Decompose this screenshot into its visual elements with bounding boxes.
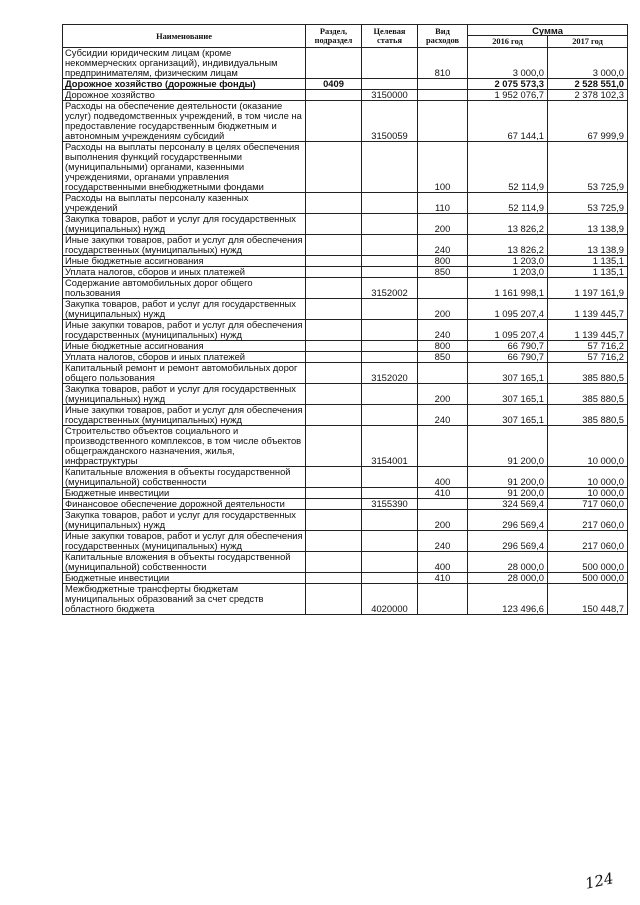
row-name: Иные закупки товаров, работ и услуг для обеспечения государственных (муниципальных) нужд <box>63 531 306 552</box>
row-sum-2017: 57 716,2 <box>548 352 628 363</box>
row-kind <box>418 101 468 142</box>
table-row <box>63 405 628 426</box>
row-sum-2017: 67 999,9 <box>548 101 628 142</box>
row-name: Закупка товаров, работ и услуг для государственных (муниципальных) нужд <box>63 510 306 531</box>
row-sum-2016: 28 000,0 <box>468 573 548 584</box>
table-row <box>63 499 628 510</box>
row-sum-2016: 1 095 207,4 <box>468 320 548 341</box>
row-section <box>306 552 362 573</box>
row-name: Межбюджетные трансферты бюджетам муниципальных образований за счет средств областного бюджета <box>63 584 306 615</box>
row-section <box>306 341 362 352</box>
row-section <box>306 405 362 426</box>
row-name: Иные закупки товаров, работ и услуг для обеспечения государственных (муниципальных) нужд <box>63 320 306 341</box>
table-row <box>63 531 628 552</box>
row-article <box>362 510 418 531</box>
row-article <box>362 214 418 235</box>
header-year-2017: 2017 год <box>548 36 628 48</box>
row-name: Содержание автомобильных дорог общего пользования <box>63 278 306 299</box>
row-name: Иные закупки товаров, работ и услуг для обеспечения государственных (муниципальных) нужд <box>63 405 306 426</box>
row-article <box>362 341 418 352</box>
row-sum-2016: 91 200,0 <box>468 467 548 488</box>
row-sum-2016: 2 075 573,3 <box>468 79 548 90</box>
row-kind: 240 <box>418 531 468 552</box>
row-article <box>362 48 418 79</box>
budget-sheet <box>62 24 627 615</box>
row-sum-2016: 123 496,6 <box>468 584 548 615</box>
table-body <box>63 48 628 615</box>
row-kind: 240 <box>418 405 468 426</box>
row-kind <box>418 363 468 384</box>
row-kind: 810 <box>418 48 468 79</box>
row-section <box>306 48 362 79</box>
row-name: Закупка товаров, работ и услуг для государственных (муниципальных) нужд <box>63 384 306 405</box>
row-sum-2016: 307 165,1 <box>468 405 548 426</box>
table-row <box>63 426 628 467</box>
table-row <box>63 363 628 384</box>
row-article: 3154001 <box>362 426 418 467</box>
row-name: Расходы на обеспечение деятельности (оказание услуг) подведомственных учреждений, в том числе на предоставление государственным бюджетным и автономным учреждениям субсидий <box>63 101 306 142</box>
table-row <box>63 341 628 352</box>
table-row <box>63 467 628 488</box>
row-kind <box>418 499 468 510</box>
table-row <box>63 48 628 79</box>
row-sum-2016: 13 826,2 <box>468 235 548 256</box>
row-name: Дорожное хозяйство (дорожные фонды) <box>63 79 306 90</box>
table-row <box>63 384 628 405</box>
row-sum-2016: 28 000,0 <box>468 552 548 573</box>
row-article <box>362 299 418 320</box>
row-name: Уплата налогов, сборов и иных платежей <box>63 267 306 278</box>
row-kind <box>418 426 468 467</box>
row-sum-2016: 3 000,0 <box>468 48 548 79</box>
row-sum-2017: 13 138,9 <box>548 214 628 235</box>
row-kind <box>418 584 468 615</box>
row-article <box>362 488 418 499</box>
row-section <box>306 510 362 531</box>
table-row <box>63 320 628 341</box>
table-header <box>63 25 628 48</box>
row-kind: 100 <box>418 142 468 193</box>
row-sum-2016: 307 165,1 <box>468 384 548 405</box>
row-section <box>306 499 362 510</box>
row-sum-2017: 1 135,1 <box>548 267 628 278</box>
row-sum-2016: 52 114,9 <box>468 142 548 193</box>
row-sum-2017: 3 000,0 <box>548 48 628 79</box>
row-section: 0409 <box>306 79 362 90</box>
row-kind: 410 <box>418 573 468 584</box>
row-sum-2016: 307 165,1 <box>468 363 548 384</box>
row-sum-2017: 1 139 445,7 <box>548 299 628 320</box>
row-name: Капитальные вложения в объекты государственной (муниципальной) собственности <box>63 467 306 488</box>
header-sum: Сумма <box>468 25 628 36</box>
row-name: Иные бюджетные ассигнования <box>63 256 306 267</box>
row-section <box>306 193 362 214</box>
row-sum-2016: 1 203,0 <box>468 256 548 267</box>
row-section <box>306 573 362 584</box>
row-sum-2016: 1 203,0 <box>468 267 548 278</box>
table-row <box>63 235 628 256</box>
row-kind: 850 <box>418 352 468 363</box>
row-sum-2017: 10 000,0 <box>548 488 628 499</box>
row-sum-2017: 10 000,0 <box>548 467 628 488</box>
row-section <box>306 101 362 142</box>
row-sum-2016: 1 095 207,4 <box>468 299 548 320</box>
row-section <box>306 235 362 256</box>
table-row <box>63 352 628 363</box>
table-row <box>63 101 628 142</box>
row-kind: 850 <box>418 267 468 278</box>
row-sum-2017: 717 060,0 <box>548 499 628 510</box>
row-article: 4020000 <box>362 584 418 615</box>
row-name: Строительство объектов социального и производственного комплексов, в том числе объектов общегражданского назначения, жилья, инфраструктуры <box>63 426 306 467</box>
table-row <box>63 584 628 615</box>
table-row <box>63 79 628 90</box>
row-article <box>362 267 418 278</box>
table-row <box>63 214 628 235</box>
row-kind: 200 <box>418 384 468 405</box>
row-sum-2016: 296 569,4 <box>468 510 548 531</box>
header-article: Целевая статья <box>362 25 418 48</box>
row-sum-2016: 67 144,1 <box>468 101 548 142</box>
row-article: 3152020 <box>362 363 418 384</box>
row-sum-2017: 150 448,7 <box>548 584 628 615</box>
row-section <box>306 299 362 320</box>
row-kind: 800 <box>418 341 468 352</box>
page-number: 124 <box>583 869 616 893</box>
row-sum-2017: 53 725,9 <box>548 193 628 214</box>
row-sum-2017: 13 138,9 <box>548 235 628 256</box>
row-sum-2016: 1 952 076,7 <box>468 90 548 101</box>
row-name: Иные закупки товаров, работ и услуг для обеспечения государственных (муниципальных) нужд <box>63 235 306 256</box>
row-sum-2017: 385 880,5 <box>548 405 628 426</box>
row-article <box>362 79 418 90</box>
row-sum-2017: 57 716,2 <box>548 341 628 352</box>
row-sum-2016: 91 200,0 <box>468 426 548 467</box>
row-article <box>362 405 418 426</box>
row-kind <box>418 278 468 299</box>
row-section <box>306 256 362 267</box>
table-row <box>63 573 628 584</box>
row-article <box>362 320 418 341</box>
row-section <box>306 426 362 467</box>
budget-table <box>62 24 628 615</box>
row-name: Бюджетные инвестиции <box>63 488 306 499</box>
row-kind: 200 <box>418 510 468 531</box>
row-kind: 400 <box>418 552 468 573</box>
row-name: Бюджетные инвестиции <box>63 573 306 584</box>
row-article: 3155390 <box>362 499 418 510</box>
row-article <box>362 142 418 193</box>
row-article <box>362 193 418 214</box>
row-section <box>306 278 362 299</box>
row-sum-2017: 1 197 161,9 <box>548 278 628 299</box>
row-section <box>306 320 362 341</box>
table-row <box>63 299 628 320</box>
row-sum-2017: 2 378 102,3 <box>548 90 628 101</box>
row-kind: 400 <box>418 467 468 488</box>
row-sum-2017: 385 880,5 <box>548 363 628 384</box>
table-row <box>63 256 628 267</box>
table-row <box>63 193 628 214</box>
row-name: Дорожное хозяйство <box>63 90 306 101</box>
header-kind: Вид расходов <box>418 25 468 48</box>
row-article <box>362 531 418 552</box>
row-sum-2016: 1 161 998,1 <box>468 278 548 299</box>
row-section <box>306 467 362 488</box>
row-sum-2016: 66 790,7 <box>468 341 548 352</box>
row-article: 3150059 <box>362 101 418 142</box>
row-sum-2017: 1 135,1 <box>548 256 628 267</box>
header-year-2016: 2016 год <box>468 36 548 48</box>
row-section <box>306 267 362 278</box>
table-row <box>63 552 628 573</box>
row-kind: 110 <box>418 193 468 214</box>
row-sum-2016: 52 114,9 <box>468 193 548 214</box>
header-name: Наименование <box>63 25 306 48</box>
row-sum-2017: 500 000,0 <box>548 552 628 573</box>
row-article: 3152002 <box>362 278 418 299</box>
row-sum-2016: 91 200,0 <box>468 488 548 499</box>
row-kind: 800 <box>418 256 468 267</box>
row-name: Расходы на выплаты персоналу казенных учреждений <box>63 193 306 214</box>
row-article <box>362 552 418 573</box>
row-sum-2016: 324 569,4 <box>468 499 548 510</box>
row-name: Закупка товаров, работ и услуг для государственных (муниципальных) нужд <box>63 299 306 320</box>
row-sum-2017: 217 060,0 <box>548 531 628 552</box>
row-section <box>306 90 362 101</box>
row-section <box>306 142 362 193</box>
row-sum-2016: 66 790,7 <box>468 352 548 363</box>
row-sum-2017: 217 060,0 <box>548 510 628 531</box>
row-sum-2016: 296 569,4 <box>468 531 548 552</box>
row-name: Уплата налогов, сборов и иных платежей <box>63 352 306 363</box>
row-name: Капитальные вложения в объекты государственной (муниципальной) собственности <box>63 552 306 573</box>
row-name: Расходы на выплаты персоналу в целях обеспечения выполнения функций государственными (муниципальными) органами, казенными учреждениями, органами управления государственными внебюджетными фондами <box>63 142 306 193</box>
row-section <box>306 488 362 499</box>
table-row <box>63 488 628 499</box>
row-section <box>306 363 362 384</box>
row-sum-2016: 13 826,2 <box>468 214 548 235</box>
row-name: Капитальный ремонт и ремонт автомобильных дорог общего пользования <box>63 363 306 384</box>
row-article <box>362 256 418 267</box>
row-sum-2017: 500 000,0 <box>548 573 628 584</box>
row-section <box>306 352 362 363</box>
table-row <box>63 267 628 278</box>
row-kind: 200 <box>418 299 468 320</box>
table-row <box>63 510 628 531</box>
row-sum-2017: 2 528 551,0 <box>548 79 628 90</box>
row-section <box>306 584 362 615</box>
row-kind: 240 <box>418 320 468 341</box>
row-article <box>362 573 418 584</box>
row-name: Иные бюджетные ассигнования <box>63 341 306 352</box>
row-kind <box>418 90 468 101</box>
row-sum-2017: 1 139 445,7 <box>548 320 628 341</box>
row-sum-2017: 53 725,9 <box>548 142 628 193</box>
row-section <box>306 531 362 552</box>
row-section <box>306 384 362 405</box>
row-kind: 410 <box>418 488 468 499</box>
table-row <box>63 90 628 101</box>
row-section <box>306 214 362 235</box>
row-kind: 240 <box>418 235 468 256</box>
row-article <box>362 384 418 405</box>
row-sum-2017: 385 880,5 <box>548 384 628 405</box>
row-article: 3150000 <box>362 90 418 101</box>
row-kind: 200 <box>418 214 468 235</box>
row-article <box>362 352 418 363</box>
row-article <box>362 235 418 256</box>
row-article <box>362 467 418 488</box>
table-row <box>63 278 628 299</box>
row-kind <box>418 79 468 90</box>
row-name: Закупка товаров, работ и услуг для государственных (муниципальных) нужд <box>63 214 306 235</box>
table-row <box>63 142 628 193</box>
row-name: Субсидии юридическим лицам (кроме некоммерческих организаций), индивидуальным предпринимателям, физическим лицам <box>63 48 306 79</box>
header-section: Раздел, подраздел <box>306 25 362 48</box>
row-sum-2017: 10 000,0 <box>548 426 628 467</box>
row-name: Финансовое обеспечение дорожной деятельности <box>63 499 306 510</box>
